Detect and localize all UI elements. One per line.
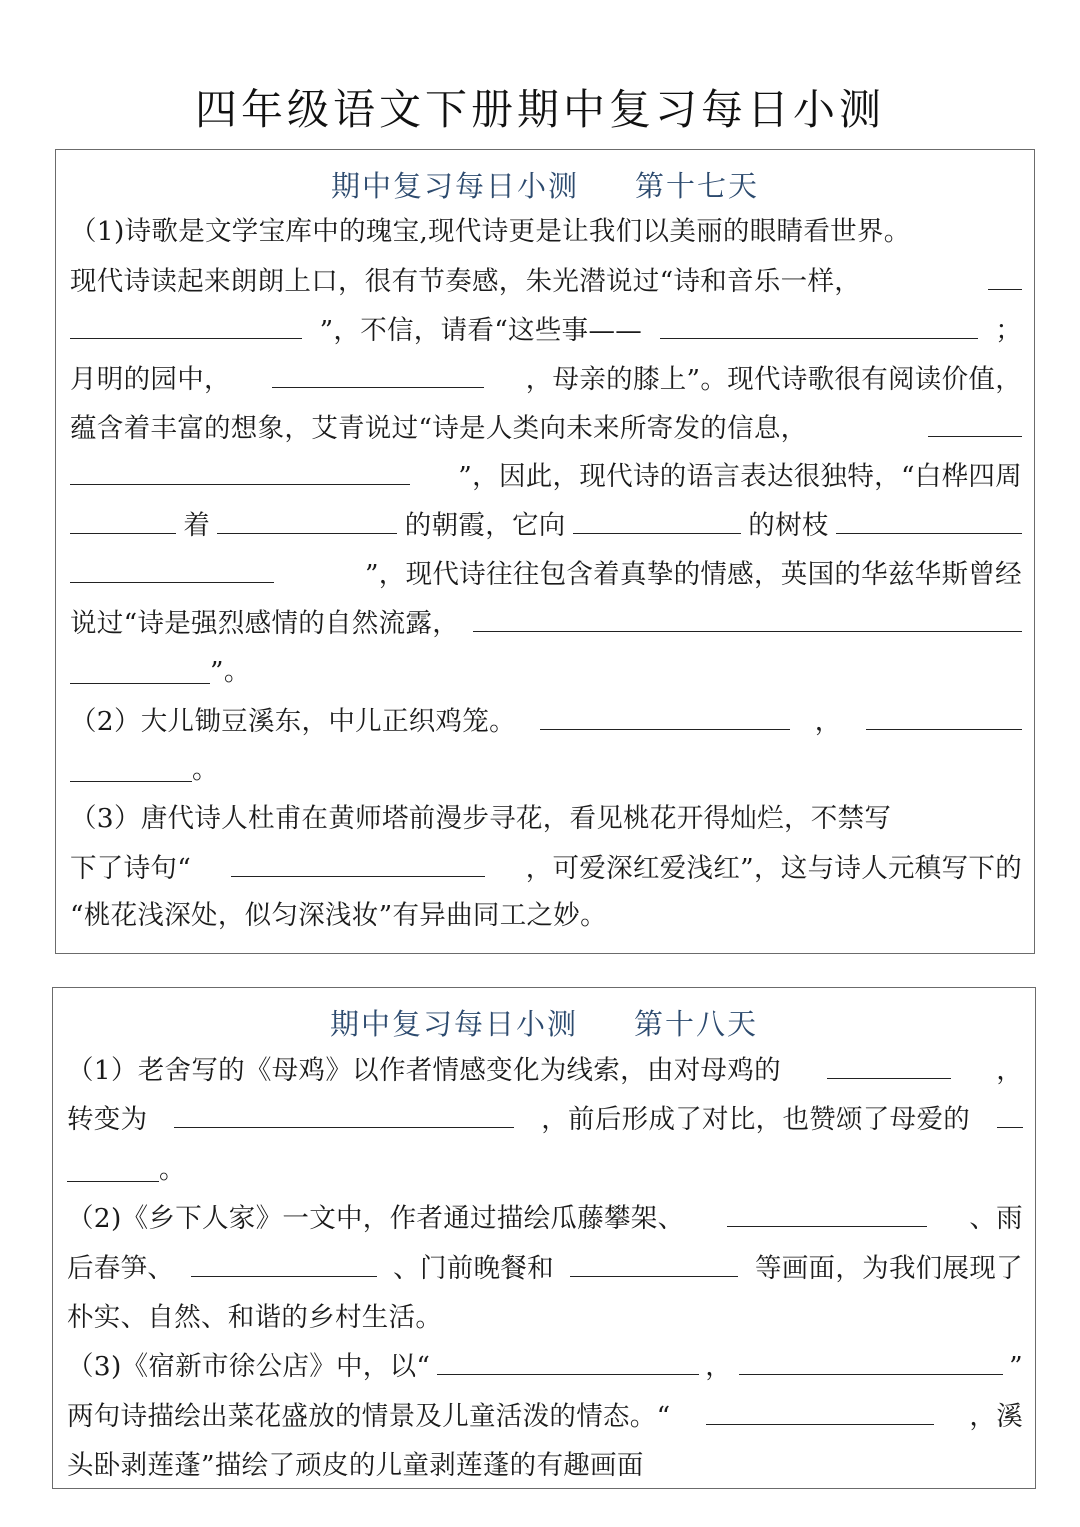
text-line bbox=[70, 404, 1022, 453]
text-line bbox=[70, 599, 1022, 648]
fill-blank[interactable] bbox=[988, 257, 1022, 290]
heading-label: 期中复习每日小测 bbox=[329, 1007, 578, 1041]
fill-blank[interactable] bbox=[70, 452, 410, 485]
text: 后春笋、 bbox=[67, 1252, 175, 1284]
text: 着 bbox=[183, 510, 211, 542]
fill-blank[interactable] bbox=[706, 1392, 934, 1425]
text: ”，不信，请看“这些事—— bbox=[319, 314, 643, 346]
text-line bbox=[67, 1441, 1023, 1490]
fill-blank[interactable] bbox=[473, 599, 1022, 632]
text: ”。 bbox=[210, 656, 251, 688]
text: 。 bbox=[192, 753, 219, 785]
quiz-box-day18 bbox=[52, 987, 1036, 1489]
text-line bbox=[70, 550, 1022, 599]
fill-blank[interactable] bbox=[174, 1095, 514, 1128]
fill-blank[interactable] bbox=[836, 501, 1022, 534]
text: ； bbox=[995, 314, 1022, 346]
fill-blank[interactable] bbox=[231, 844, 485, 877]
fill-blank[interactable] bbox=[997, 1095, 1023, 1128]
text: ， bbox=[705, 1351, 733, 1383]
text: ”，因此，现代诗的语言表达很独特，“白桦四周 bbox=[458, 461, 1022, 493]
text-line bbox=[70, 795, 1022, 844]
text-line bbox=[70, 306, 1022, 355]
fill-blank[interactable] bbox=[70, 501, 176, 534]
fill-blank[interactable] bbox=[866, 697, 1022, 730]
quiz-content bbox=[67, 1046, 1023, 1491]
text: 等画面，为我们展现了 bbox=[754, 1252, 1023, 1284]
fill-blank[interactable] bbox=[70, 749, 192, 782]
text-line bbox=[67, 1194, 1023, 1243]
text: ，溪 bbox=[969, 1400, 1023, 1432]
fill-blank[interactable] bbox=[660, 306, 978, 339]
fill-blank[interactable] bbox=[928, 404, 1022, 437]
fill-blank[interactable] bbox=[217, 501, 397, 534]
text: ， bbox=[996, 1055, 1023, 1086]
text: 转变为 bbox=[67, 1104, 148, 1136]
text: ，母亲的膝上”。现代诗歌很有阅读价值， bbox=[525, 363, 1022, 395]
box-heading bbox=[56, 164, 1034, 205]
text-line bbox=[70, 452, 1022, 501]
heading-day: 第十八天 bbox=[634, 1007, 759, 1041]
text-line bbox=[67, 1244, 1023, 1293]
fill-blank[interactable] bbox=[67, 1149, 159, 1182]
text-line bbox=[70, 697, 1022, 746]
text: 头卧剥莲蓬”描绘了顽皮的儿童剥莲蓬的有趣画面 bbox=[67, 1450, 644, 1482]
text-line bbox=[70, 355, 1022, 404]
page-title: 四年级语文下册期中复习每日小测 bbox=[194, 85, 885, 134]
text: 朴实、自然、和谐的乡村生活。 bbox=[67, 1301, 443, 1333]
text: （3)《宿新市徐公店》中，以“ bbox=[67, 1351, 431, 1383]
text-line bbox=[70, 501, 1022, 550]
text-line bbox=[70, 257, 1022, 306]
quiz-content bbox=[70, 208, 1022, 941]
fill-blank[interactable] bbox=[827, 1046, 951, 1079]
text-line bbox=[67, 1342, 1023, 1391]
heading-day: 第十七天 bbox=[635, 169, 760, 203]
text: （3）唐代诗人杜甫在黄师塔前漫步寻花，看见桃花开得灿烂，不禁写 bbox=[70, 802, 892, 834]
text: ，可爱深红爱浅红”，这与诗人元稹写下的 bbox=[525, 852, 1022, 884]
text: ” bbox=[1009, 1351, 1023, 1383]
text: “桃花浅深处，似匀深浅妆”有异曲同工之妙。 bbox=[70, 900, 607, 932]
text: 的朝霞，它向 bbox=[404, 510, 566, 542]
text-line bbox=[67, 1392, 1023, 1441]
text: （1）老舍写的《母鸡》以作者情感变化为线索，由对母鸡的 bbox=[67, 1055, 781, 1086]
fill-blank[interactable] bbox=[727, 1194, 927, 1227]
text-line bbox=[67, 1046, 1023, 1095]
heading-label: 期中复习每日小测 bbox=[330, 169, 579, 203]
text: ”，现代诗往往包含着真挚的情感，英国的华兹华斯曾经 bbox=[364, 559, 1022, 591]
text: 蕴含着丰富的想象，艾青说过“诗是人类向未来所寄发的信息， bbox=[70, 412, 808, 444]
fill-blank[interactable] bbox=[570, 1244, 738, 1277]
text-line bbox=[70, 208, 1022, 257]
text: （2）大儿锄豆溪东，中儿正织鸡笼。 bbox=[70, 705, 516, 737]
fill-blank[interactable] bbox=[70, 651, 210, 684]
text: （2)《乡下人家》一文中，作者通过描绘瓜藤攀架、 bbox=[67, 1203, 685, 1235]
fill-blank[interactable] bbox=[437, 1342, 699, 1375]
text: 下了诗句“ bbox=[70, 852, 192, 884]
fill-blank[interactable] bbox=[573, 501, 741, 534]
text: 、雨 bbox=[969, 1203, 1023, 1235]
fill-blank[interactable] bbox=[739, 1342, 1003, 1375]
text-line bbox=[70, 844, 1022, 893]
fill-blank[interactable] bbox=[70, 550, 274, 583]
text-line bbox=[67, 1293, 1023, 1342]
text-line bbox=[70, 746, 1022, 795]
fill-blank[interactable] bbox=[272, 355, 484, 388]
text-line bbox=[70, 648, 1022, 697]
text-line bbox=[67, 1145, 1023, 1194]
text: 。 bbox=[159, 1153, 186, 1185]
text: ， bbox=[814, 705, 842, 737]
box-heading bbox=[53, 1002, 1035, 1043]
text: ，前后形成了对比，也赞颂了母爱的 bbox=[541, 1104, 971, 1136]
quiz-box-day17 bbox=[55, 149, 1035, 954]
text: 月明的园中， bbox=[70, 363, 231, 395]
text: （1)诗歌是文学宝库中的瑰宝,现代诗更是让我们以美丽的眼睛看世界。 bbox=[70, 216, 911, 247]
fill-blank[interactable] bbox=[191, 1244, 377, 1277]
text: 、门前晚餐和 bbox=[393, 1252, 554, 1284]
text: 说过“诗是强烈感情的自然流露， bbox=[70, 608, 460, 640]
fill-blank[interactable] bbox=[70, 306, 302, 339]
text-line bbox=[70, 892, 1022, 941]
text: 现代诗读起来朗朗上口，很有节奏感，朱光潜说过“诗和音乐一样， bbox=[70, 265, 862, 297]
fill-blank[interactable] bbox=[540, 697, 790, 730]
text: 的树枝 bbox=[748, 510, 829, 542]
text: 两句诗描绘出菜花盛放的情景及儿童活泼的情态。“ bbox=[67, 1400, 671, 1432]
text-line bbox=[67, 1095, 1023, 1144]
